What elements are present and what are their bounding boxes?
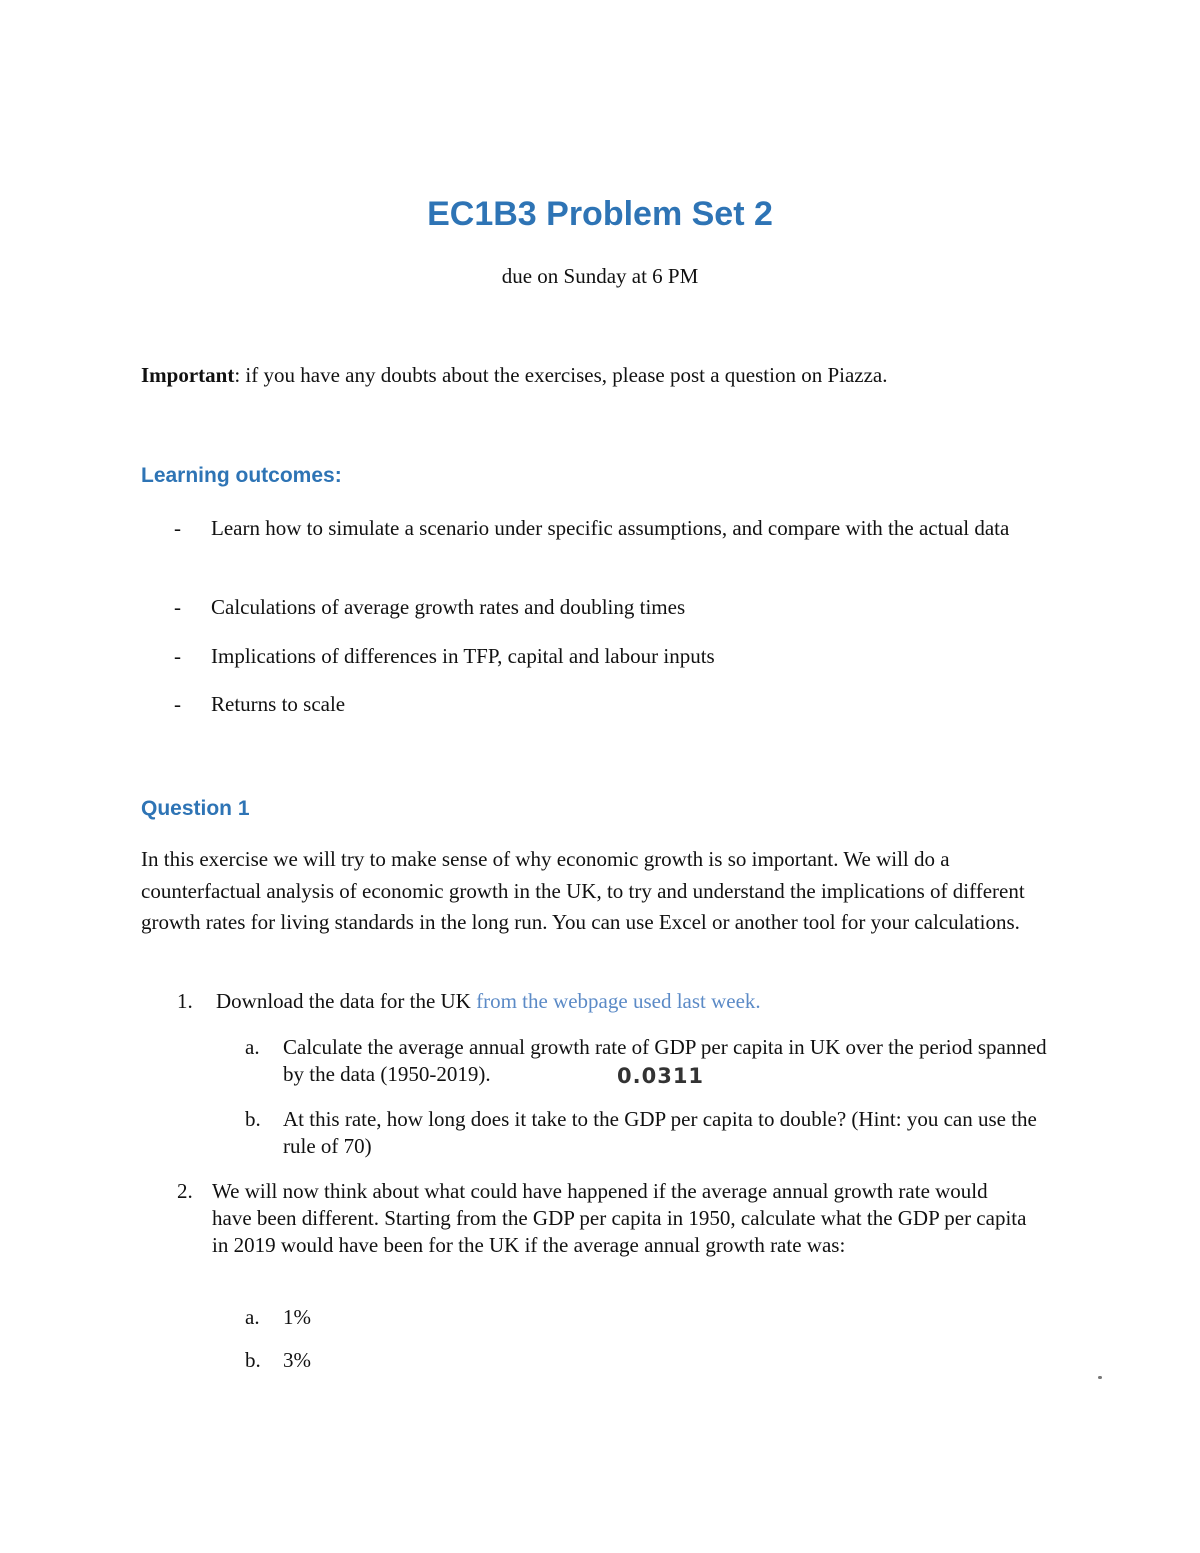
bullet-dash: -: [174, 516, 181, 540]
item-marker: 2.: [177, 1179, 193, 1203]
item-text: We will now think about what could have happened if the average annual growth rate would have been different. Starting from the GDP per capita in 1950, calculate what the GDP per capita in 2019 would have been for the UK if the average annual growth rate was:: [212, 1179, 1027, 1257]
important-note: [141, 361, 888, 389]
item-text-lead: Download the data for the UK: [216, 989, 477, 1013]
item-text: At this rate, how long does it take to the GDP per capita to double? (Hint: you can use the rule of 70): [283, 1107, 1037, 1158]
list-item-text: Calculations of average growth rates and doubling times: [211, 595, 686, 619]
list-item-text: Implications of differences in TFP, capital and labour inputs: [211, 644, 715, 668]
list-item-text: Returns to scale: [211, 692, 346, 716]
item-text: [216, 988, 1076, 1015]
ink-speck: [1098, 1376, 1102, 1379]
due-date: due on Sunday at 6 PM: [501, 264, 699, 288]
item-text: Calculate the average annual growth rate of GDP per capita in UK over the period spanned by the data (1950-2019).: [283, 1035, 1047, 1086]
important-label: Important: [141, 363, 235, 387]
item-marker: a.: [245, 1305, 260, 1329]
webpage-link[interactable]: from the webpage used last week.: [476, 989, 761, 1013]
item-marker: a.: [245, 1035, 260, 1059]
item-text: 3%: [283, 1348, 311, 1372]
bullet-dash: -: [174, 595, 181, 619]
question-1-heading: Question 1: [141, 797, 250, 820]
item-text: 1%: [283, 1305, 311, 1329]
bullet-dash: -: [174, 692, 181, 716]
item-marker: 1.: [177, 989, 193, 1013]
list-item-text: Learn how to simulate a scenario under specific assumptions, and compare with the actual data: [211, 516, 1010, 540]
handwritten-answer: 0.0311: [617, 1064, 705, 1088]
document-title: EC1B3 Problem Set 2: [427, 195, 773, 233]
item-marker: b.: [245, 1107, 261, 1131]
important-text: : if you have any doubts about the exercises, please post a question on Piazza.: [234, 363, 888, 387]
item-marker: b.: [245, 1348, 261, 1372]
bullet-dash: -: [174, 644, 181, 668]
learning-outcomes-heading: Learning outcomes:: [141, 464, 342, 487]
question-1-intro: In this exercise we will try to make sense of why economic growth is so important. We will do a counterfactual analysis of economic growth in the UK, to try and understand the implications of different growth rates for living standards in the long run. You can use Excel or another tool for your calculations.: [141, 847, 1025, 934]
